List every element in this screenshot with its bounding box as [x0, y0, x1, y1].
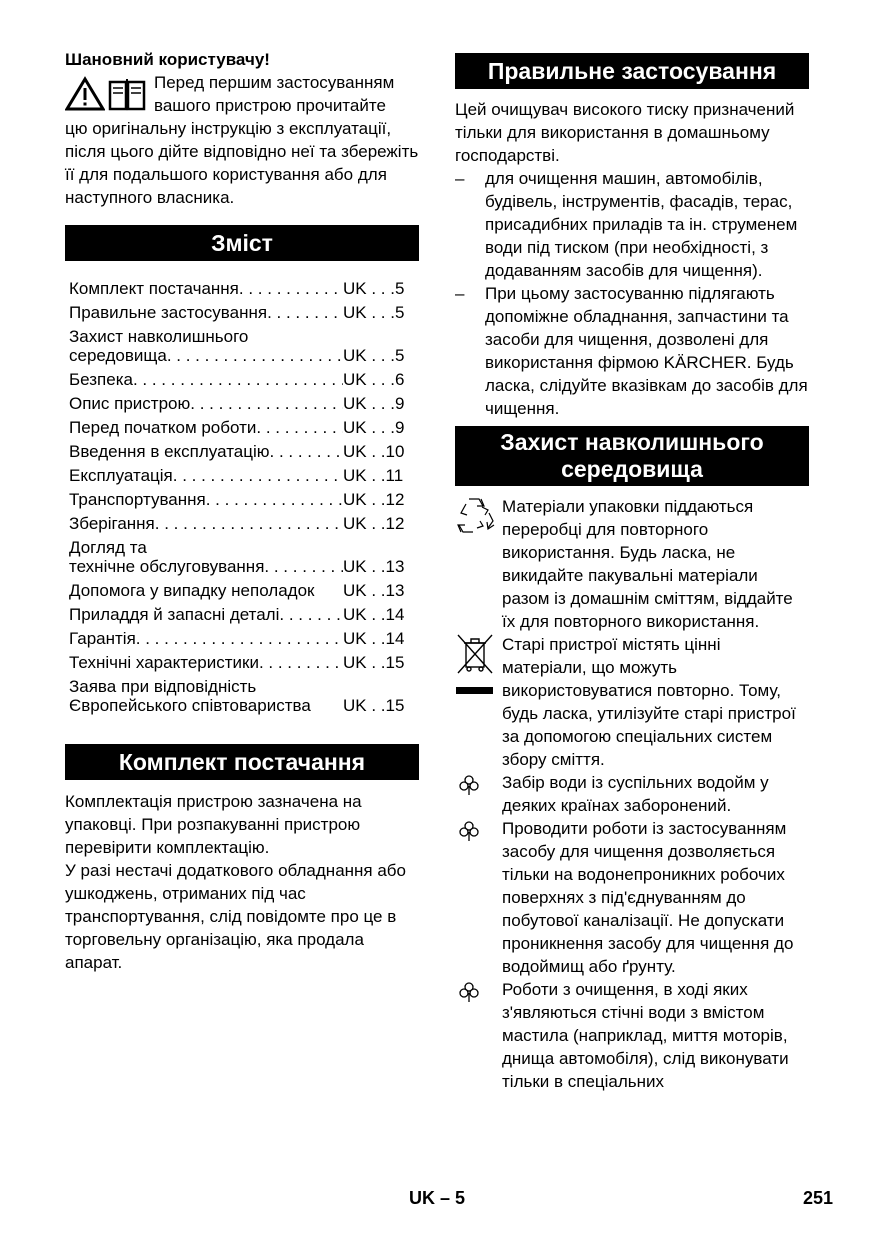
- toc-row[interactable]: [69, 581, 419, 600]
- environment-heading: [455, 426, 809, 486]
- toc-row[interactable]: [69, 490, 419, 509]
- toc-page-ref: UK . .10: [343, 442, 405, 461]
- toc-title: Гарантія: [69, 629, 136, 648]
- bullet-dash: –: [455, 284, 465, 303]
- usage-text: Цей очищувач високого тиску призначений тільки для використання в домашньому господарстві.: [455, 100, 795, 165]
- toc-row[interactable]: Догляд та технічне обслуговування . . . UK . .13: [69, 538, 419, 576]
- intro-icons: [65, 76, 147, 112]
- scope-text-2: У разі нестачі додаткового обладнання або ушкоджень, отриманих під час транспортування, слід повідомте про це в торговельну організацію, яка продала апарат.: [65, 861, 406, 972]
- toc-row[interactable]: [69, 394, 419, 413]
- manual-book-icon: [107, 76, 147, 112]
- toc-row[interactable]: Захист навколишнього середовища . . . UK . . .5: [69, 327, 419, 365]
- usage-bullet: [455, 282, 809, 420]
- toc-page-ref: UK . . .5: [343, 346, 405, 365]
- toc-row[interactable]: [69, 605, 419, 624]
- toc-row[interactable]: [69, 303, 419, 322]
- right-column: [455, 48, 809, 1093]
- toc-page-ref: UK . .11: [343, 466, 404, 485]
- environment-tip-icon: [457, 980, 481, 1004]
- intro-text: цю оригінальну інструкцію з експлуатації, після цього дійте відповідно неї та збережіть її для подальшого користування або для наступного власника.: [65, 119, 419, 207]
- toc-title: Приладдя й запасні деталі: [69, 605, 280, 624]
- toc-title: Транспортування: [69, 490, 206, 509]
- toc-title: Правильне застосування: [69, 303, 268, 322]
- toc-title: Технічні характеристики: [69, 653, 259, 672]
- toc-title: Опис пристрою: [69, 394, 191, 413]
- toc-page-ref: UK . .15: [343, 696, 405, 715]
- environment-item-text: Матеріали упаковки піддаються переробці для повторного використання. Будь ласка, не викидайте пакувальні матеріали разом із домашнім сміттям, віддайте їх для повторного використання.: [502, 497, 793, 631]
- toc-row[interactable]: [69, 466, 419, 485]
- environment-tip-icon: [457, 819, 481, 843]
- toc-page-ref: UK . . .6: [343, 370, 405, 389]
- usage-bullet: [455, 167, 809, 282]
- toc-row[interactable]: [69, 418, 419, 437]
- environment-item-text: Старі пристрої містять цінні матеріали, що можуть використовуватися повторно. Тому, будь ласка, утилізуйте старі пристрої за допомогою спеціальних систем збору сміття.: [502, 635, 796, 769]
- toc-page-ref: UK . .13: [343, 557, 405, 576]
- toc-title: Перед початком роботи: [69, 418, 257, 437]
- environment-item: [455, 817, 809, 978]
- greeting: Шановний користувачу!: [65, 50, 270, 69]
- toc-page-ref: UK . . .5: [343, 303, 405, 322]
- left-column: [65, 48, 419, 974]
- toc-title: Зберігання: [69, 514, 155, 533]
- intro: [65, 48, 419, 209]
- toc-page-ref: UK . . .5: [343, 279, 405, 298]
- toc-title: Введення в експлуатацію: [69, 442, 270, 461]
- environment-item: [455, 978, 809, 1093]
- toc-row[interactable]: [69, 653, 419, 672]
- toc-row[interactable]: [69, 514, 419, 533]
- toc-heading: Зміст: [65, 225, 419, 261]
- environment-item: [455, 771, 809, 817]
- bullet-dash: –: [455, 169, 465, 188]
- toc-page-ref: UK . .15: [343, 653, 405, 672]
- toc-row[interactable]: [69, 629, 419, 648]
- crossed-out-bin-icon: [455, 633, 495, 697]
- toc-title: Комплект постачання: [69, 279, 239, 298]
- warning-icon: [65, 76, 105, 112]
- environment-list: [455, 495, 809, 1093]
- toc-row[interactable]: Заява при відповідність Європейського співтовариства UK . .15: [69, 677, 419, 715]
- scope-text-1: Комплектація пристрою зазначена на упаковці. При розпакуванні пристрою перевірити комплектацію.: [65, 792, 362, 857]
- environment-item: [455, 495, 809, 633]
- usage-heading: Правильне застосування: [455, 53, 809, 89]
- environment-item-text: Проводити роботи із застосуванням засобу для чищення дозволяється тільки на водонепроникних робочих поверхнях з під'єднуванням до побутової каналізації. Не допускати проникнення засобу для чищення до водоймищ або ґрунту.: [502, 819, 794, 976]
- toc-page-ref: UK . .14: [343, 605, 405, 624]
- table-of-contents: [65, 279, 419, 715]
- footer-section-label: UK – 5: [409, 1188, 466, 1208]
- toc-page-ref: UK . .12: [343, 490, 405, 509]
- environment-heading-line2: середовища: [561, 456, 703, 482]
- recycling-icon: [455, 495, 495, 535]
- intro-line1: Перед першим застосуванням: [154, 73, 395, 92]
- toc-page-ref: UK . .13: [343, 581, 405, 600]
- toc-row[interactable]: [69, 279, 419, 298]
- toc-page-ref: UK . .12: [343, 514, 405, 533]
- toc-row[interactable]: [69, 442, 419, 461]
- scope-heading: Комплект постачання: [65, 744, 419, 780]
- page-number: 251: [803, 1188, 834, 1208]
- toc-title: Експлуатація: [69, 466, 173, 485]
- environment-item-text: Забір води із суспільних водойм у деяких країнах заборонений.: [502, 773, 769, 815]
- intro-line2: вашого пристрою прочитайте: [154, 96, 386, 115]
- toc-page-ref: UK . .14: [343, 629, 405, 648]
- environment-tip-icon: [457, 773, 481, 797]
- toc-title: Допомога у випадку неполадок: [69, 581, 315, 600]
- toc-page-ref: UK . . .9: [343, 418, 405, 437]
- environment-heading-line1: Захист навколишнього: [500, 429, 764, 455]
- environment-item: [455, 633, 809, 771]
- toc-row[interactable]: [69, 370, 419, 389]
- usage-bullet-text: для очищення машин, автомобілів, будівель, інструментів, фасадів, терас, присадибних приладів та ін. струменем води під тиском (при необхідності, з додаванням засобів для чищення).: [485, 169, 798, 280]
- toc-title: Безпека: [69, 370, 133, 389]
- usage-bullet-text: При цьому застосуванню підлягають допоміжне обладнання, запчастини та засоби для чищення, дозволені для використання фірмою KÄRCHER. Будь ласка, слідуйте вказівкам до засобів для чищення.: [485, 284, 808, 418]
- environment-item-text: Роботи з очищення, в ході яких з'являються стічні води з вмістом мастила (наприклад, миття моторів, днища автомобіля), слід виконувати тільки в спеціальних: [502, 980, 789, 1091]
- toc-page-ref: UK . . .9: [343, 394, 405, 413]
